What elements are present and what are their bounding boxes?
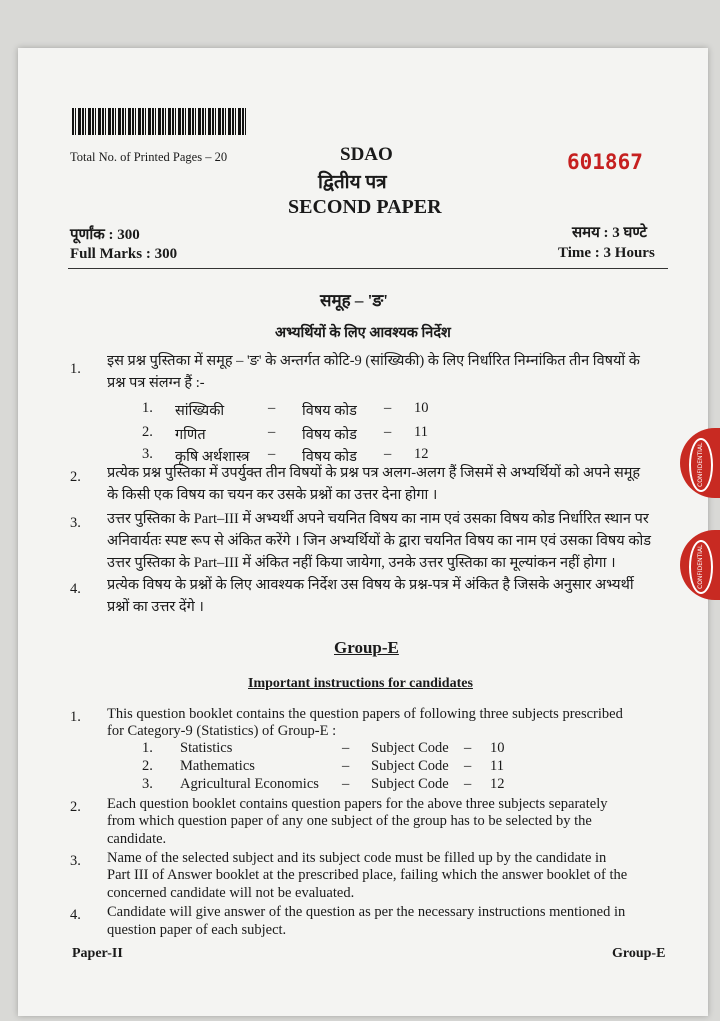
time-english: Time : 3 Hours	[558, 245, 655, 261]
english-subject-dash: –	[342, 776, 350, 792]
hindi-paper-title: द्वितीय पत्र	[318, 172, 387, 193]
english-item-text: for Category-9 (Statistics) of Group-E :	[107, 723, 337, 739]
english-item-text: Name of the selected subject and its subject code must be filled up by the candidate in	[107, 850, 607, 866]
hindi-item-text: उत्तर पुस्तिका के Part–III में अभ्यर्थी अपने चयनित विषय का नाम एवं उसका विषय कोड निर्धारित स्थान पर	[107, 511, 649, 527]
hindi-subject-label: विषय कोड	[302, 449, 357, 465]
hindi-item-text: के किसी एक विषय का चयन कर उसके प्रश्नों का उत्तर देना होगा ।	[107, 487, 438, 503]
hindi-item-text: प्रत्येक प्रश्न पुस्तिका में उपर्युक्त तीन विषयों के प्रश्न पत्र अलग-अलग हैं जिसमें से अभ्यर्थियों को अपने समूह	[107, 465, 641, 481]
hindi-item-text: इस प्रश्न पुस्तिका में समूह – 'ङ' के अन्तर्गत कोटि-9 (सांख्यिकी) के लिए निर्धारित निम्नांकित तीन विषयों के	[107, 353, 640, 369]
english-subject-code: 12	[490, 776, 505, 792]
english-item-text: Part III of Answer booklet at the prescribed place, failing which the answer booklet of the	[107, 867, 628, 883]
hindi-subject-code: 10	[414, 400, 429, 416]
english-subject-name: Statistics	[180, 740, 233, 756]
english-item-text: from which question paper of any one subject of the group has to be selected by the	[107, 813, 592, 829]
hindi-subject-dash: –	[384, 446, 392, 462]
hindi-subject-dash: –	[268, 446, 276, 462]
english-item-text: question paper of each subject.	[107, 922, 287, 938]
english-heading: Important instructions for candidates	[248, 676, 473, 691]
english-subject-dash: –	[342, 740, 350, 756]
total-pages: Total No. of Printed Pages – 20	[70, 150, 228, 164]
hindi-item-text: अनिवार्यतः स्पष्ट रूप से अंकित करेंगे । जिन अभ्यर्थियों के द्वारा चयनित विषय का नाम एवं उसका विषय कोड	[107, 533, 651, 549]
hindi-subject-num: 3.	[142, 446, 153, 462]
english-item-text: concerned candidate will not be evaluated.	[107, 885, 355, 901]
barcode	[72, 108, 248, 135]
confidential-seal-text: CONFIDENTIAL	[689, 540, 713, 594]
english-subject-dash: –	[464, 758, 472, 774]
full-marks-hindi: पूर्णांक : 300	[70, 227, 140, 243]
english-subject-num: 1.	[142, 740, 153, 756]
hindi-subject-num: 1.	[142, 400, 153, 416]
hindi-subject-dash: –	[268, 424, 276, 440]
time-hindi: समय : 3 घण्टे	[572, 225, 647, 241]
hindi-subject-name: कृषि अर्थशास्त्र	[175, 449, 250, 465]
hindi-item-text: प्रत्येक विषय के प्रश्नों के लिए आवश्यक निर्देश उस विषय के प्रश्न-पत्र में अंकित है जिसके अनुसार अभ्यर्थी	[107, 577, 634, 593]
english-subject-dash: –	[464, 740, 472, 756]
confidential-seal-text: CONFIDENTIAL	[689, 438, 713, 492]
english-item-num: 1.	[70, 709, 81, 725]
english-item-text: Each question booklet contains question papers for the above three subjects separately	[107, 796, 608, 812]
english-group-title: Group-E	[334, 638, 399, 657]
english-item-text: Candidate will give answer of the question as per the necessary instructions mentioned in	[107, 904, 626, 920]
hindi-item-num: 2.	[70, 469, 81, 485]
full-marks-english: Full Marks : 300	[70, 246, 178, 262]
hindi-subject-dash: –	[384, 400, 392, 416]
hindi-item-text: प्रश्नों का उत्तर देंगे ।	[107, 599, 204, 615]
english-subject-name: Agricultural Economics	[180, 776, 319, 792]
paper-title: SECOND PAPER	[288, 196, 442, 218]
english-item-num: 4.	[70, 907, 81, 923]
english-subject-num: 2.	[142, 758, 153, 774]
hindi-subject-dash: –	[268, 400, 276, 416]
english-item-text: This question booklet contains the question papers of following three subjects prescribed	[107, 706, 623, 722]
hindi-subject-label: विषय कोड	[302, 427, 357, 443]
english-subject-dash: –	[342, 758, 350, 774]
hindi-item-num: 4.	[70, 581, 81, 597]
hindi-subject-label: विषय कोड	[302, 403, 357, 419]
english-subject-label: Subject Code	[371, 776, 449, 792]
english-subject-label: Subject Code	[371, 758, 449, 774]
footer-group: Group-E	[612, 946, 666, 961]
hindi-item-num: 1.	[70, 361, 81, 377]
english-subject-code: 10	[490, 740, 505, 756]
hindi-subject-code: 11	[414, 424, 428, 440]
hindi-item-num: 3.	[70, 515, 81, 531]
hindi-group-title: समूह – 'ङ'	[320, 291, 388, 310]
hindi-subject-dash: –	[384, 424, 392, 440]
hindi-subject-name: सांख्यिकी	[175, 403, 225, 419]
hindi-heading: अभ्यर्थियों के लिए आवश्यक निर्देश	[275, 325, 451, 341]
hindi-subject-code: 12	[414, 446, 429, 462]
english-subject-code: 11	[490, 758, 504, 774]
footer-paper: Paper-II	[72, 946, 123, 961]
hindi-item-text: उत्तर पुस्तिका के Part–III में अंकित नहीं किया जायेगा, उनके उत्तर पुस्तिका का मूल्यांकन नहीं होगा ।	[107, 555, 616, 571]
serial-number: 601867	[567, 150, 643, 174]
english-subject-label: Subject Code	[371, 740, 449, 756]
english-subject-num: 3.	[142, 776, 153, 792]
header-divider	[68, 268, 668, 269]
english-subject-name: Mathematics	[180, 758, 255, 774]
english-item-num: 3.	[70, 853, 81, 869]
english-item-text: candidate.	[107, 831, 167, 847]
exam-code: SDAO	[340, 144, 393, 165]
english-subject-dash: –	[464, 776, 472, 792]
hindi-subject-name: गणित	[175, 427, 206, 443]
hindi-subject-num: 2.	[142, 424, 153, 440]
hindi-item-text: प्रश्न पत्र संलग्न हैं :-	[107, 375, 205, 391]
english-item-num: 2.	[70, 799, 81, 815]
